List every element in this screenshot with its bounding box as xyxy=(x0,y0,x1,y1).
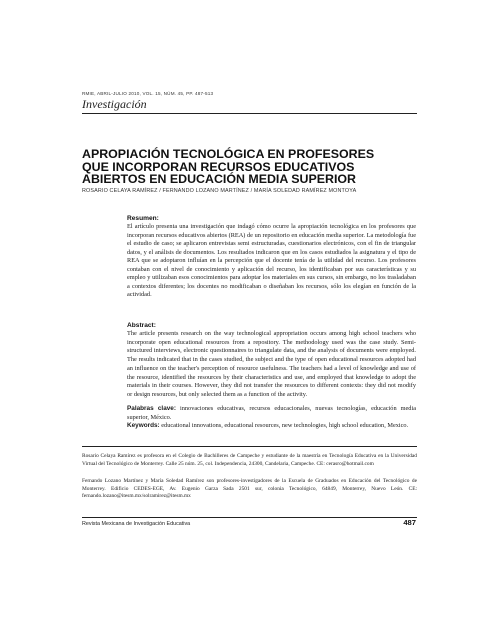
footer-rule xyxy=(82,517,417,518)
running-head: RMIE, ABRIL-JULIO 2010, VOL. 15, NÚM. 45, PP. 487-513 xyxy=(82,91,214,96)
page-number: 487 xyxy=(403,518,416,527)
keywords-es-label: Palabras clave: xyxy=(127,405,176,412)
title-line: ABIERTOS EN EDUCACIÓN MEDIA SUPERIOR xyxy=(82,172,356,186)
header-rule xyxy=(82,113,417,114)
section-label: Investigación xyxy=(82,97,147,111)
article-title xyxy=(82,148,422,186)
title-line: APROPIACIÓN TECNOLÓGICA EN PROFESORES xyxy=(82,147,375,161)
author-list: ROSARIO CELAYA RAMÍREZ / FERNANDO LOZANO MARTÍNEZ / MARÍA SOLEDAD RAMÍREZ MONTOYA xyxy=(82,188,357,194)
keywords-es-text: innovaciones educativas, recursos educacionales, nuevas tecnologías, educación media superior, México. xyxy=(127,405,416,421)
abstract-heading: Abstract: xyxy=(127,322,156,329)
journal-name: Revista Mexicana de Investigación Educativa xyxy=(82,521,191,527)
abstract-text: The article presents research on the way technological appropriation occurs among high school teachers who incorporate open educational resources from a repository. The methodology used was the case study. Semi-structured interviews, electronic questionnaires to triangulate data, and the analysis of documents were employed. The results indicated that in the cases studied, the subject and the type of open educational resources adopted had an influence on the teacher's perception of resource usefulness. The teachers had a level of knowledge and use of the resource, identified the resources by their characteristics and use, and employed that knowledge to adopt the materials in their courses. However, they did not transfer the resources to different contexts: they did not modify or design resources, but only selected them as a function of the activity. xyxy=(127,330,416,398)
keywords-en-label: Keywords: xyxy=(127,422,160,429)
resumen-text: El artículo presenta una investigación que indagó cómo ocurre la apropiación tecnológica en los profesores que incorporan recursos educativos abiertos (REA) de un repositorio en educación media superior. La metodología fue el estudio de caso; se aplicaron entrevistas semi estructuradas, cuestionarios electrónicos, con el fin de triangular datos, y el análisis de documentos. Los resultados indicaron que en los casos estudiados la asignatura y el tipo de REA que se adoptaron influían en la percepción que el docente tenía de la utilidad del recurso. Los profesores contaban con el nivel de conocimiento y aplicación del recurso, los identificaban por sus características y su empleo y utilizaban esos conocimientos para adoptar los materiales en sus cursos, sin embargo, no los trasladaban a contextos diferentes; los docentes no modificaban o diseñaban los recursos, sólo los elegían en función de la actividad. xyxy=(127,223,416,299)
abstract-section xyxy=(127,322,416,400)
resumen-heading: Resumen: xyxy=(127,215,159,222)
keywords-en-text: educational innovations, educational resources, new technologies, high school education, Mexico. xyxy=(161,422,409,429)
resumen-section xyxy=(127,215,416,300)
author-note: Rosario Celaya Ramírez es profesora en el Colegio de Bachilleres de Campeche y estudiante de la maestría en Tecnología Educativa en la Universidad Virtual del Tecnológico de Monterrey. Calle 25 núm. 25, col. Independencia, 24300, Candelaria, Campeche. CE: cerasro@hotmail.com xyxy=(82,453,417,467)
notes-rule xyxy=(82,446,417,447)
keywords-en xyxy=(127,422,416,431)
title-line: QUE INCORPORAN RECURSOS EDUCATIVOS xyxy=(82,159,355,174)
author-note: Fernando Lozano Martínez y María Soledad Ramírez son profesores-investigadores de la Escuela de Graduados en Educación del Tecnológico de Monterrey. Edificio CEDES-EGE, Av. Eugenio Garza Sada 2501 sur, colonia Tecnológico, 64849, Monterrey, Nuevo León. CE: fernando.lozano@itesm.mx/solramirez@itesm.mx xyxy=(82,478,417,500)
keywords-section xyxy=(127,405,416,431)
keywords-es xyxy=(127,405,416,422)
